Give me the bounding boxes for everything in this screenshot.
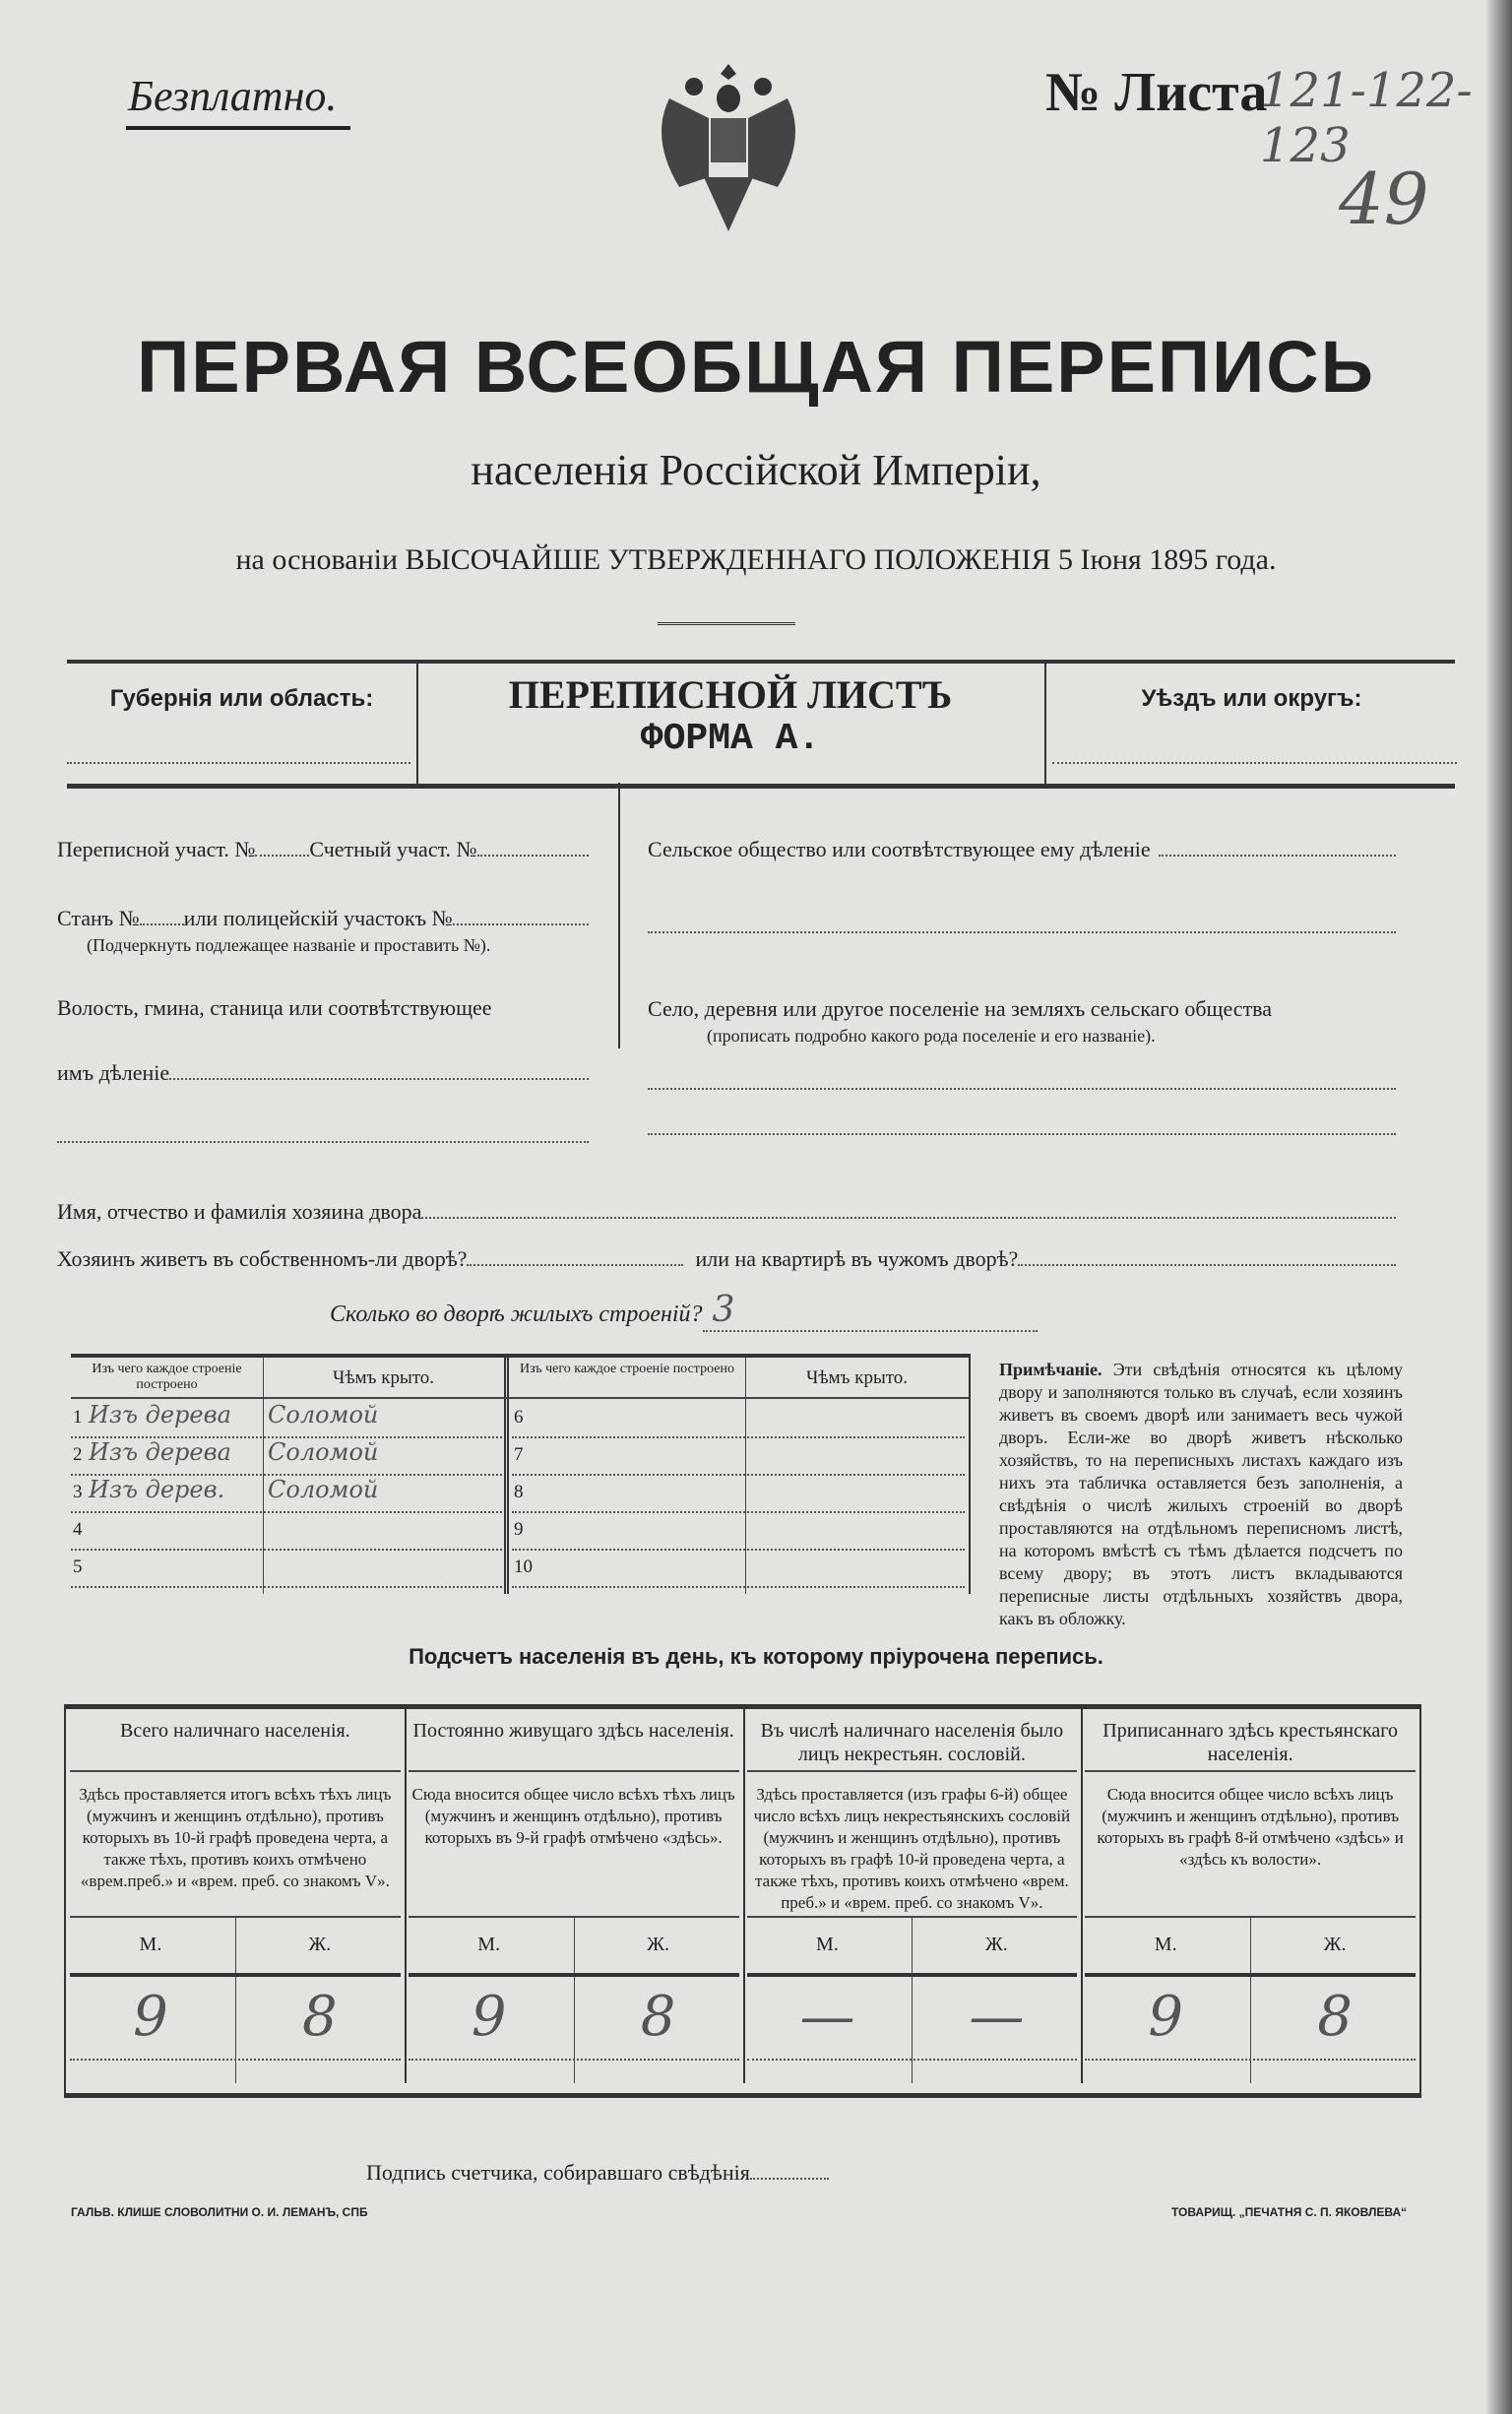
- male-count[interactable]: —: [799, 1985, 855, 2049]
- divider: [1085, 1770, 1416, 1772]
- row-line: [71, 1549, 502, 1551]
- column-title: Всего наличнаго населенія.: [120, 1720, 350, 1742]
- owner-name-field[interactable]: [421, 1217, 1396, 1219]
- row-line: [512, 1549, 965, 1551]
- volost-label-2: имъ дѣленіе: [57, 1060, 170, 1085]
- count-district-field[interactable]: [477, 855, 589, 857]
- count-district-label: Счетный участ. №: [309, 837, 477, 861]
- ornament-divider: [658, 622, 795, 625]
- roof-cell[interactable]: Соломой: [268, 1438, 379, 1466]
- basis-line: на основаніи ВЫСОЧАЙШЕ УТВЕРЖДЕННАГО ПОЛОЖЕНІЯ 5 Іюня 1895 года.: [235, 543, 1277, 576]
- village-note: (прописать подробно какого рода поселеніе и его названіе).: [707, 1026, 1156, 1046]
- own-yard-field[interactable]: [467, 1264, 683, 1266]
- female-label: Ж.: [1323, 1934, 1347, 1955]
- column-title: Приписаннаго здѣсь крестьянскаго населенія.: [1102, 1720, 1398, 1765]
- stan-label: Станъ №: [57, 906, 140, 930]
- female-label: Ж.: [984, 1934, 1008, 1955]
- column-description: Здѣсь проставляется (изъ графы 6-й) общее число всѣхъ лицъ некрестьянскихъ сословій (мужчинъ и женщинъ отдѣльно), противъ которыхъ въ графѣ 10-й проведена черта, а также тѣхъ, противъ коихъ отмѣчено «врем. преб.» и «врем. преб. со знакомъ V».: [753, 1785, 1071, 1912]
- female-count[interactable]: —: [969, 1985, 1025, 2049]
- province-field[interactable]: [67, 762, 410, 764]
- count-table: [64, 1704, 1421, 2098]
- free-label: Безплатно.: [128, 72, 338, 120]
- divider: [1085, 1973, 1416, 1977]
- note-block: [999, 1359, 1403, 1630]
- divider: [747, 1770, 1078, 1772]
- row-number: 8: [514, 1482, 524, 1502]
- volost-label: Волость, гмина, станица или соотвѣтствующее: [57, 995, 492, 1020]
- female-label: Ж.: [308, 1934, 332, 1955]
- row-line: [71, 1586, 502, 1588]
- emblem-icon: [630, 59, 827, 236]
- col-material-left: Изъ чего каждое строеніе построено: [92, 1362, 242, 1392]
- row-number: 3: [73, 1482, 83, 1502]
- form-title: ПЕРЕПИСНОЙ ЛИСТЪ: [508, 672, 953, 717]
- rural-society-field[interactable]: [1159, 855, 1396, 857]
- roof-cell[interactable]: Соломой: [268, 1476, 379, 1503]
- owner-name-label: Имя, отчество и фамилія хозяина двора: [57, 1199, 422, 1224]
- material-cell[interactable]: Изъ дерев.: [89, 1476, 225, 1503]
- column-description: Сюда вносится общее число всѣхъ тѣхъ лицъ (мужчинъ и женщинъ отдѣльно), противъ которыхъ въ 9-й графѣ отмѣчено «здѣсь».: [411, 1785, 735, 1847]
- fields-divider: [618, 783, 620, 1048]
- material-cell[interactable]: Изъ дерева: [89, 1438, 231, 1466]
- village-field[interactable]: [648, 1088, 1396, 1090]
- district-label: Уѣздъ или округъ:: [1141, 685, 1362, 712]
- main-title: ПЕРВАЯ ВСЕОБЩАЯ ПЕРЕПИСЬ: [137, 326, 1375, 408]
- dotted-line: [1085, 2059, 1416, 2061]
- row-number: 1: [73, 1407, 83, 1428]
- rural-society-label: Сельское общество или соотвѣтствующее ему дѣленіе: [648, 837, 1151, 861]
- female-count[interactable]: 8: [1317, 1985, 1353, 2049]
- census-district-field[interactable]: [255, 855, 309, 857]
- row-number: 6: [514, 1407, 524, 1428]
- underline: [126, 126, 350, 130]
- row-number: 4: [73, 1519, 83, 1540]
- row-line: [512, 1586, 965, 1588]
- column-description: Здѣсь проставляется итогъ всѣхъ тѣхъ лицъ (мужчинъ и женщинъ отдѣльно), противъ которыхъ въ 10-й графѣ проведена черта, а также тѣхъ, противъ коихъ отмѣчено «врем.преб.» и «врем. преб. со знакомъ V».: [79, 1785, 392, 1890]
- police-district-label: или полицейскій участокъ №: [183, 906, 453, 930]
- male-label: М.: [1154, 1934, 1177, 1955]
- footer-right: ТОВАРИЩ. „ПЕЧАТНЯ С. П. ЯКОВЛЕВА“: [1171, 2205, 1408, 2219]
- stan-field[interactable]: [140, 923, 184, 925]
- village-field-2[interactable]: [648, 1133, 1396, 1135]
- row-number: 5: [73, 1556, 83, 1577]
- village-label: Село, деревня или другое поселеніе на земляхъ сельскаго общества: [648, 996, 1273, 1021]
- divider: [70, 1973, 401, 1977]
- buildings-count-label: Сколько во дворѣ жилыхъ строеній?: [330, 1302, 703, 1327]
- row-line: [512, 1436, 965, 1438]
- buildings-count-field[interactable]: 3: [703, 1290, 1038, 1332]
- dotted-line: [747, 2059, 1078, 2061]
- note-title: Примѣчаніе.: [999, 1360, 1102, 1379]
- signature-label: Подпись счетчика, собиравшаго свѣдѣнія: [366, 2160, 750, 2185]
- stan-row: [57, 906, 589, 931]
- row-number: 2: [73, 1444, 83, 1465]
- male-count[interactable]: 9: [471, 1985, 507, 2049]
- footer-left: ГАЛЬВ. КЛИШЕ СЛОВОЛИТНИ О. И. ЛЕМАНЪ, СПБ: [71, 2205, 368, 2219]
- row-line: [512, 1511, 965, 1513]
- subtitle: населенія Россійской Имперіи,: [471, 446, 1041, 494]
- district-field[interactable]: [1052, 762, 1457, 764]
- col-roof-left: Чѣмъ крыто.: [332, 1367, 435, 1388]
- census-district-label: Переписной участ. №: [57, 837, 256, 861]
- female-count[interactable]: 8: [301, 1985, 338, 2049]
- province-label: Губернія или область:: [109, 685, 374, 712]
- own-yard-label: Хозяинъ живетъ въ собственномъ-ли дворѣ?: [57, 1246, 468, 1271]
- dotted-line: [409, 2059, 739, 2061]
- police-district-field[interactable]: [453, 923, 589, 925]
- col-material-right: Изъ чего каждое строеніе построено: [520, 1362, 734, 1376]
- buildings-table: [71, 1354, 971, 1594]
- sheet-numbers-handwritten: 121-122-123: [1260, 63, 1473, 173]
- material-cell[interactable]: Изъ дерева: [89, 1401, 231, 1429]
- count-heading: Подсчетъ населенія въ день, къ которому пріурочена перепись.: [409, 1644, 1103, 1669]
- rented-field[interactable]: [1018, 1264, 1396, 1266]
- rural-society-field-2[interactable]: [648, 931, 1396, 933]
- column-title: Въ числѣ наличнаго населенія было лицъ некрестьян. сословій.: [760, 1720, 1064, 1765]
- form-header-box: [67, 660, 1455, 789]
- volost-field-2[interactable]: [57, 1141, 589, 1143]
- col-roof-right: Чѣмъ крыто.: [805, 1367, 909, 1388]
- divider: [747, 1973, 1078, 1977]
- roof-cell[interactable]: Соломой: [268, 1401, 379, 1429]
- divider: [409, 1973, 739, 1977]
- male-count[interactable]: 9: [1148, 1985, 1183, 2049]
- row-number: 9: [514, 1519, 524, 1540]
- sheet-label: № Листа: [1045, 62, 1268, 123]
- row-line: [512, 1474, 965, 1476]
- female-label: Ж.: [647, 1934, 670, 1955]
- male-label: М.: [139, 1934, 162, 1955]
- divider: [409, 1770, 739, 1772]
- dotted-line: [70, 2059, 401, 2061]
- column-description: Сюда вносится общее число всѣхъ лицъ (мужчинъ и женщинъ отдѣльно), противъ которыхъ въ графѣ 8-й отмѣчено «здѣсь» и «здѣсь къ волости».: [1097, 1785, 1404, 1869]
- row-line: [71, 1511, 502, 1513]
- stan-note: (Подчеркнуть подлежащее названіе и проставить №).: [87, 935, 491, 955]
- census-district-row: [57, 837, 589, 862]
- row-number: 7: [514, 1444, 524, 1465]
- archive-number: 49: [1339, 158, 1429, 240]
- female-count[interactable]: 8: [640, 1985, 676, 2049]
- male-label: М.: [477, 1934, 501, 1955]
- column-title: Постоянно живущаго здѣсь населенія.: [412, 1720, 734, 1742]
- divider: [70, 1770, 401, 1772]
- volost-field[interactable]: [169, 1078, 589, 1080]
- male-label: М.: [816, 1934, 839, 1955]
- signature-field[interactable]: [750, 2178, 829, 2180]
- form-type: ФОРМА А.: [640, 718, 821, 760]
- row-number: 10: [514, 1556, 533, 1577]
- note-text: Эти свѣдѣнія относятся къ цѣлому двору и заполняются только въ случаѣ, если хозяинъ живетъ въ своемъ дворѣ или занимаетъ весь чужой дворъ. Если-же во дворѣ живетъ нѣсколько хозяйствъ, то на переписныхъ листахъ каждаго изъ нихъ эта табличка оставляется безъ заполненія, а свѣдѣнія о числѣ жилыхъ строеній во дворѣ проставляются на отдѣльномъ переписномъ листѣ, на которомъ вмѣстѣ съ тѣмъ дѣлается подсчетъ по всему двору; въ этотъ листъ вкладываются переписные листы отдѣльныхъ хозяйствъ двора, какъ въ обложку.: [999, 1360, 1404, 1628]
- rented-label: или на квартирѣ въ чужомъ дворѣ?: [695, 1246, 1019, 1271]
- male-count[interactable]: 9: [133, 1985, 168, 2049]
